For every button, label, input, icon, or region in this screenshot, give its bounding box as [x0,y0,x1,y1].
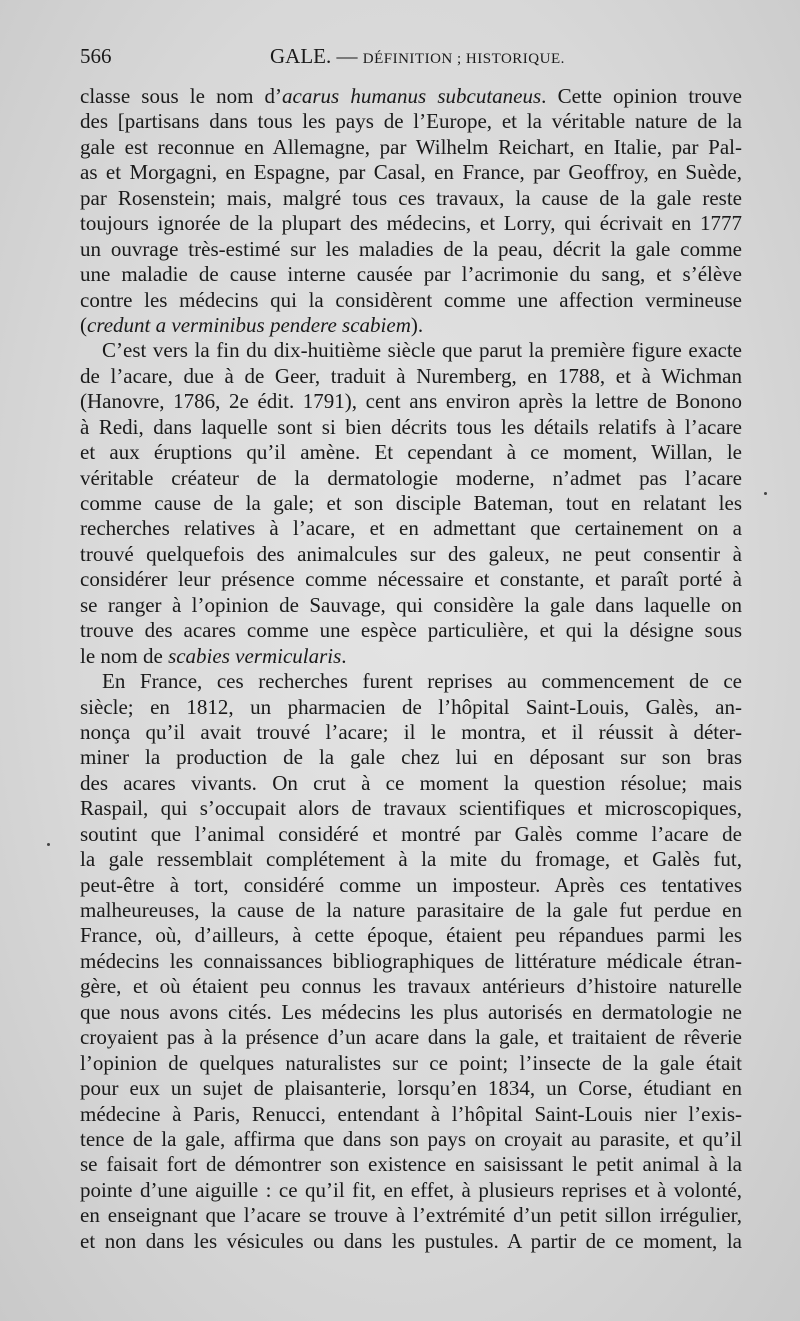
text-run: un ouvrage très-estimé sur les maladies de la peau, décrit la gale comme [80,236,742,261]
text-line [80,873,742,898]
text-line [80,771,742,796]
italic-text-run: credunt a verminibus pendere scabiem [87,312,411,337]
text-line [80,1178,742,1203]
text-run: considérer leur présence comme nécessaire et constante, et paraît porté à [80,567,742,592]
text-line [80,1076,742,1101]
text-run: . Cette opinion trouve [541,84,742,108]
text-run: se faisait fort de démontrer son existence en saisissant le petit animal à la [80,1152,742,1177]
text-run: tence de la gale, affirma que dans son pays on croyait au parasite, et qu’il [80,1126,742,1151]
text-run: soutint que l’animal considéré et montré par Galès comme l’acare de [80,821,742,846]
text-line [80,644,742,669]
text-run: peut-être à tort, considéré comme un imposteur. Après ces tentatives [80,872,742,897]
text-line [80,262,742,287]
text-line [80,389,742,414]
text-run: ). [410,312,424,337]
text-line [80,364,742,389]
text-line [80,949,742,974]
text-line [80,923,742,948]
text-run: malheureuses, la cause de la nature parasitaire de la gale fut perdue en [80,898,742,922]
text-run: de l’acare, due à de Geer, traduit à Nuremberg, en 1788, et à Wichman [80,363,742,388]
text-line [80,84,742,109]
text-run: que nous avons cités. Les médecins les plus autorisés en dermatologie ne [80,999,742,1024]
text-line [80,847,742,872]
text-run: C’est vers la fin du dix-huitième siècle que parut la première figure exacte [102,338,742,363]
text-run: toujours ignorée de la plupart des médecins, et Lorry, qui écrivait en 1777 [80,211,742,236]
text-run: (Hanovre, 1786, 2e édit. 1791), cent ans environ après la lettre de Bonono [80,389,742,414]
text-run: En France, ces recherches furent reprises au commencement de ce [102,669,742,694]
text-line [80,415,742,440]
text-run: une maladie de cause interne causée par l’acrimonie du sang, et s’élève [80,262,742,287]
italic-text-run: scabies vermicularis [168,643,342,668]
text-run: médecins les connaissances bibliographiques de littérature médicale étran- [80,948,742,973]
text-run: recherches relatives à l’acare, et en admettant que certainement on a [80,516,742,541]
running-head-section: DÉFINITION ; HISTORIQUE. [362,51,565,67]
text-run: contre les médecins qui la considèrent comme une affection vermineuse [80,287,742,312]
text-line [80,1000,742,1025]
text-run: l’opinion de quelques naturalistes sur ce point; l’insecte de la gale était [80,1050,742,1075]
text-line [80,466,742,491]
print-speck [764,492,767,495]
text-line [80,186,742,211]
text-line [80,618,742,643]
text-line [80,1051,742,1076]
text-line [80,1025,742,1050]
text-line [80,211,742,236]
page-number: 566 [80,44,112,68]
text-run: nonça qu’il avait trouvé l’acare; il le montra, et il réussit à déter- [80,719,742,744]
text-run: France, où, d’ailleurs, à cette époque, étaient peu répandues parmi les [80,923,742,948]
text-line [80,745,742,770]
text-run: des [partisans dans tous les pays de l’Europe, et la véritable nature de la [80,109,742,134]
text-line [80,974,742,999]
text-run: pour eux un sujet de plaisanterie, lorsqu’en 1834, un Corse, étudiant en [80,1076,742,1101]
text-line [80,1127,742,1152]
print-speck [47,843,50,846]
text-line [80,1102,742,1127]
text-line [80,288,742,313]
text-line [80,516,742,541]
italic-text-run: acarus humanus subcutaneus [282,84,542,108]
text-run: . [341,643,347,668]
running-head-dash: — [336,44,358,68]
text-line [80,1229,742,1254]
text-line [80,593,742,618]
text-run: à Redi, dans laquelle sont si bien décrits tous les détails relatifs à l’acare [80,414,742,439]
text-line [80,898,742,923]
text-run: et aux éruptions qu’il amène. Et cependant à ce moment, Willan, le [80,440,742,465]
page-header [80,44,740,74]
text-run: croyaient pas à la présence d’un acare dans la gale, et traitaient de rêverie [80,1025,742,1050]
text-run: siècle; en 1812, un pharmacien de l’hôpital Saint-Louis, Galès, an- [80,694,742,719]
text-line [80,237,742,262]
text-line [80,109,742,134]
text-run: as et Morgagni, en Espagne, par Casal, en France, par Geoffroy, en Suède, [80,160,742,185]
text-line [80,669,742,694]
text-line [80,338,742,363]
text-run: comme cause de la gale; et son disciple Bateman, tout en relatant les [80,491,742,515]
text-run: la gale ressemblait complétement à la mite du fromage, et Galès fut, [80,847,742,872]
text-line [80,1203,742,1228]
text-run: gale est reconnue en Allemagne, par Wilhelm Reichart, en Italie, par Pal- [80,134,742,159]
text-line [80,567,742,592]
running-head [270,44,565,69]
text-run: pointe d’une aiguille : ce qu’il fit, en effet, à plusieurs reprises et à volonté, [80,1177,742,1202]
text-run: véritable créateur de la dermatologie moderne, n’admet pas l’acare [80,465,742,490]
text-line [80,695,742,720]
text-run: trouvé quelquefois des animalcules sur des galeux, ne peut consentir à [80,541,742,566]
text-line [80,491,742,516]
text-run: ( [80,312,87,337]
text-line [80,1152,742,1177]
text-run: trouve des acares comme une espèce particulière, et qui la désigne sous [80,618,742,643]
text-line [80,796,742,821]
running-head-title: GALE. [270,44,332,68]
text-line [80,542,742,567]
text-run: classe sous le nom d’ [80,84,283,108]
text-run: se ranger à l’opinion de Sauvage, qui considère la gale dans laquelle on [80,592,742,617]
text-run: et non dans les vésicules ou dans les pustules. A partir de ce moment, la [80,1228,742,1253]
body-text [80,84,742,1254]
text-run: Raspail, qui s’occupait alors de travaux scientifiques et microscopiques, [80,796,742,821]
text-run: gère, et où étaient peu connus les travaux antérieurs d’histoire naturelle [80,974,742,999]
text-run: en enseignant que l’acare se trouve à l’extrémité d’un petit sillon irrégulier, [80,1203,742,1228]
text-line [80,135,742,160]
text-run: des acares vivants. On crut à ce moment la question résolue; mais [80,770,742,795]
text-line [80,160,742,185]
text-run: miner la production de la gale chez lui en déposant sur son bras [80,745,742,770]
text-run: par Rosenstein; mais, malgré tous ces travaux, la cause de la gale reste [80,185,742,210]
text-line [80,313,742,338]
text-line [80,440,742,465]
text-run: le nom de [80,643,169,668]
text-run: médecine à Paris, Renucci, entendant à l’hôpital Saint-Louis nier l’exis- [80,1101,742,1126]
text-line [80,720,742,745]
text-line [80,822,742,847]
